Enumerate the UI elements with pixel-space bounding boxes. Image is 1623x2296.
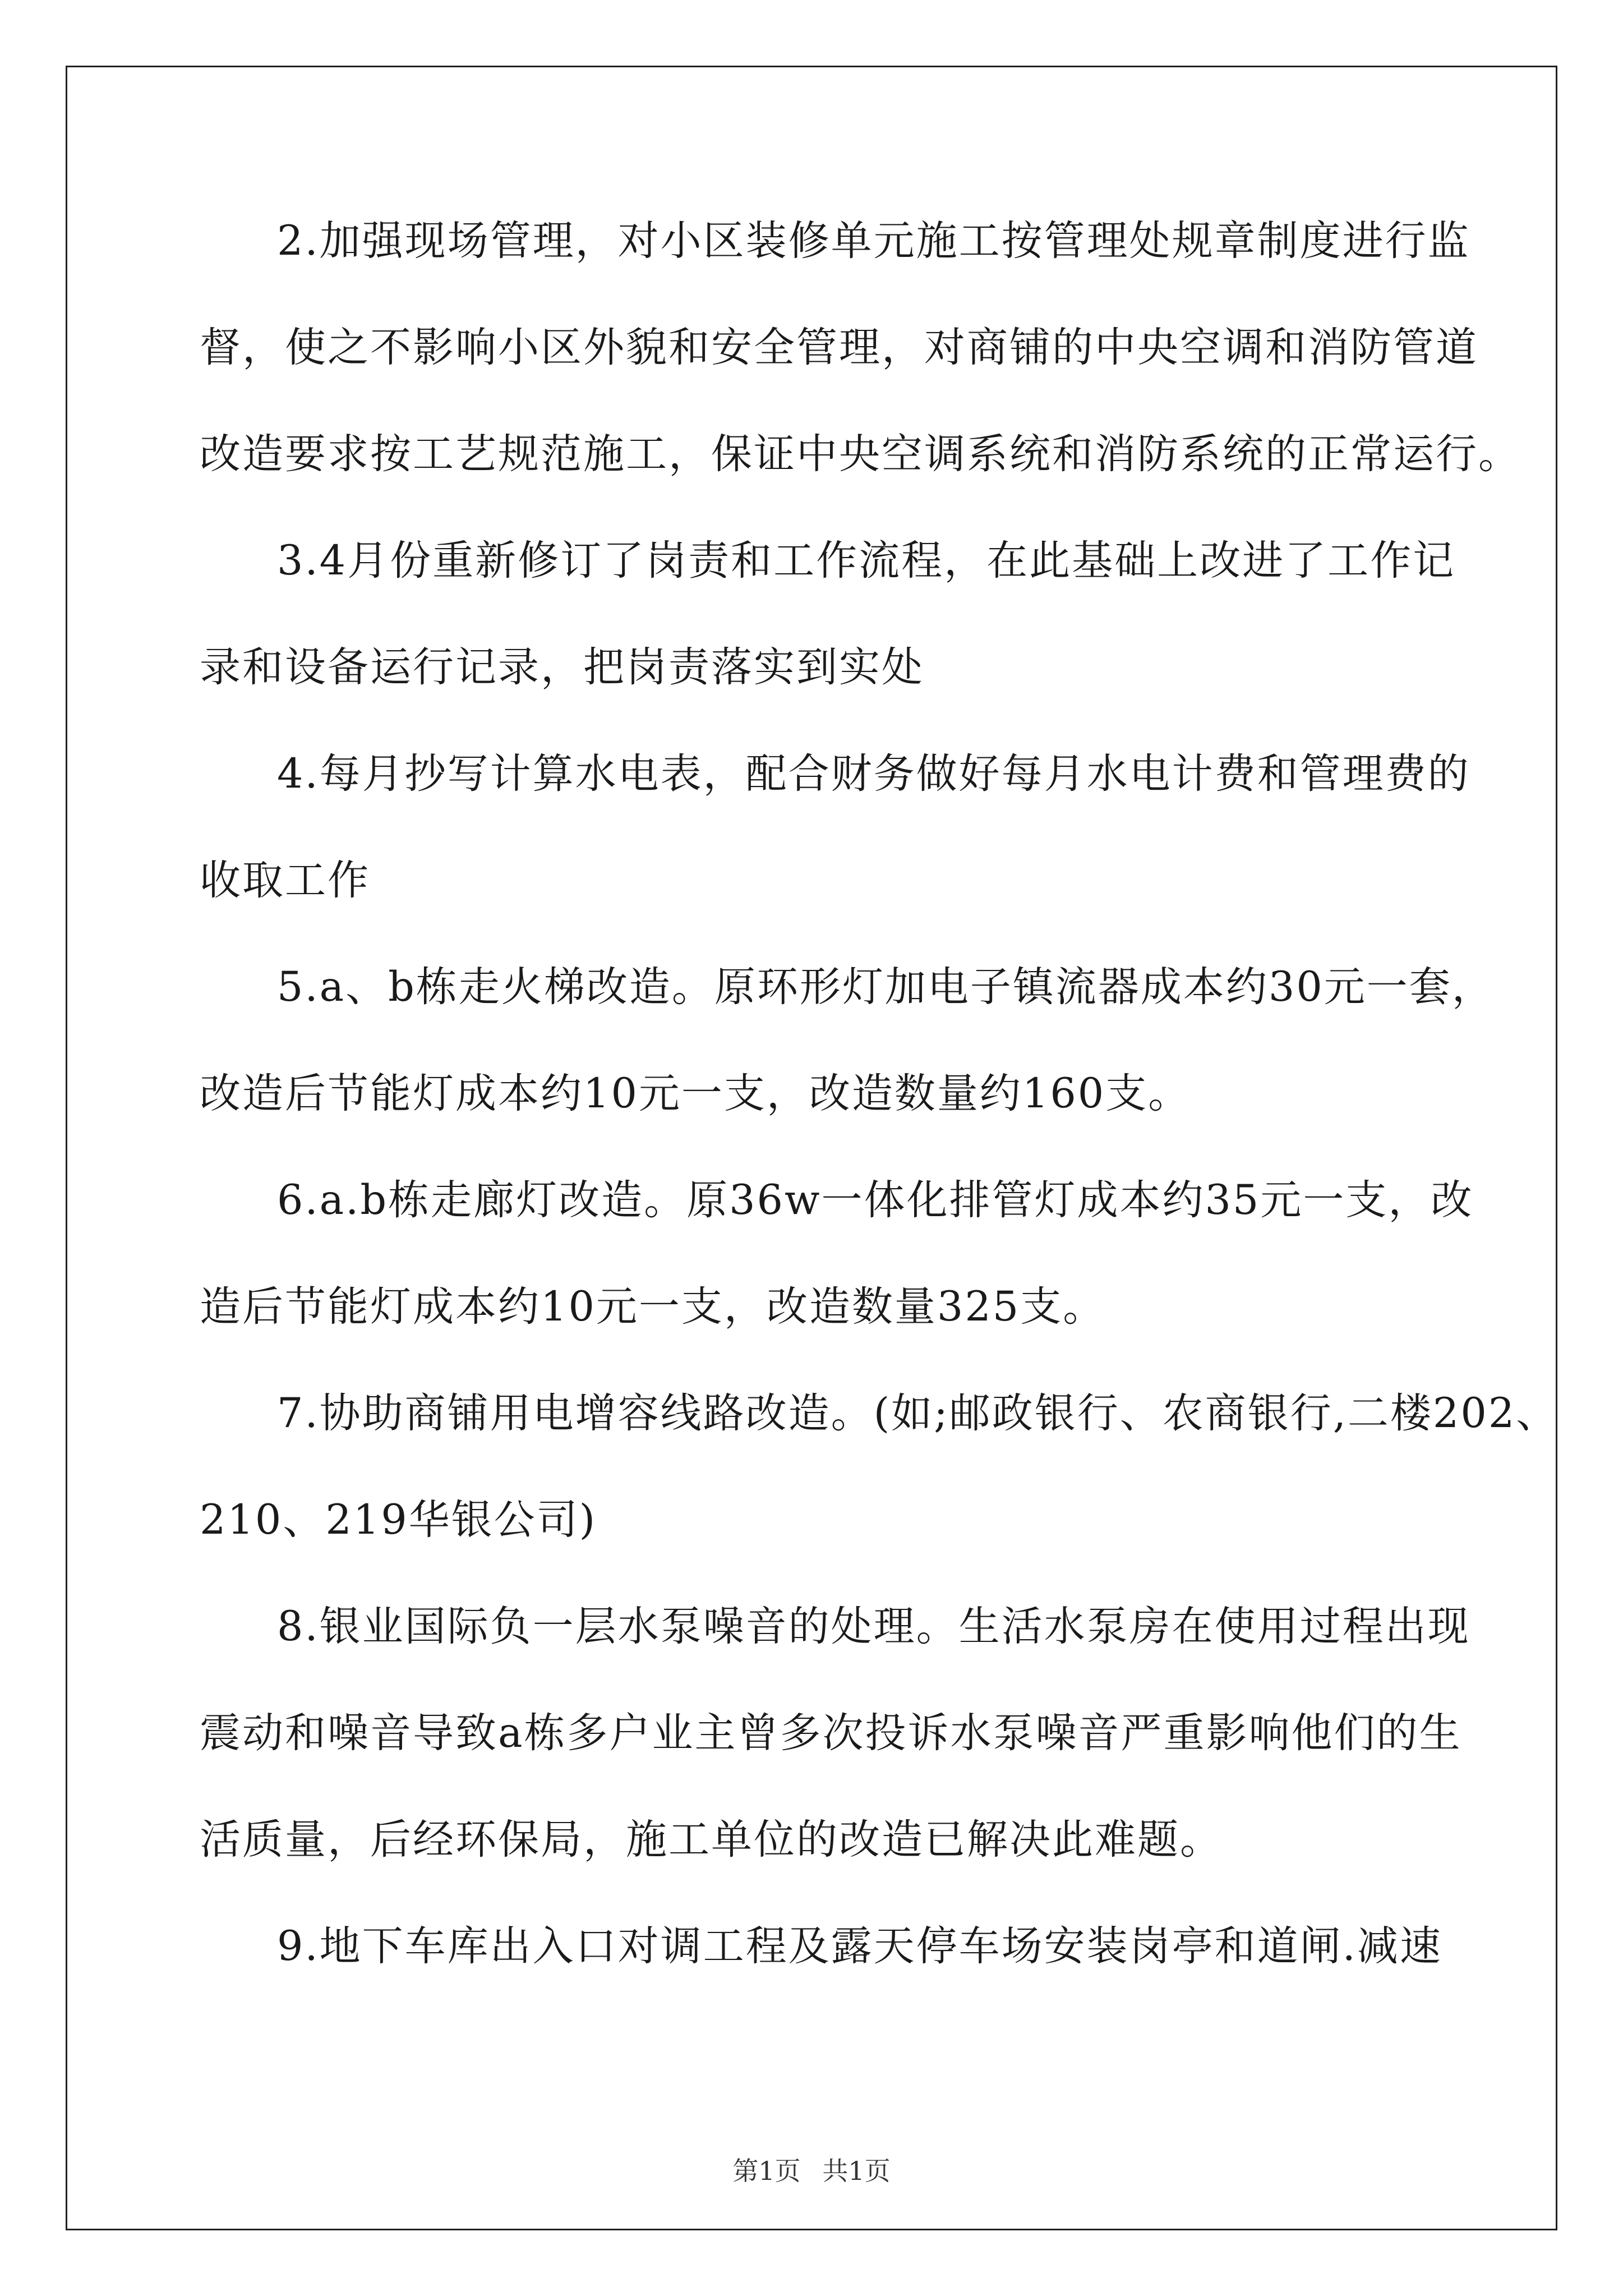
- paragraph-9-line-1: 9.地下车库出入口对调工程及露天停车场安装岗亭和道闸.减速: [277, 1922, 1442, 1970]
- page-number: 第1页: [732, 2156, 801, 2186]
- paragraph-2-line-2: 督，使之不影响小区外貌和安全管理，对商铺的中央空调和消防管道: [200, 324, 1478, 371]
- paragraph-7-line-1: 7.协助商铺用电增容线路改造。(如;邮政银行、农商银行,二楼202、: [277, 1389, 1559, 1437]
- paragraph-6-line-1: 6.a.b栋走廊灯改造。原36w一体化排管灯成本约35元一支，改: [277, 1176, 1474, 1224]
- paragraph-5-line-2: 改造后节能灯成本约10元一支，改造数量约160支。: [200, 1070, 1191, 1117]
- page-border: [66, 66, 1557, 2230]
- paragraph-2-line-1: 2.加强现场管理，对小区装修单元施工按管理处规章制度进行监: [277, 217, 1470, 265]
- page-footer: [0, 2154, 1623, 2188]
- paragraph-5-line-1: 5.a、b栋走火梯改造。原环形灯加电子镇流器成本约30元一套，: [277, 963, 1495, 1011]
- paragraph-8-line-1: 8.银业国际负一层水泵噪音的处理。生活水泵房在使用过程出现: [277, 1603, 1470, 1650]
- paragraph-4-line-1: 4.每月抄写计算水电表，配合财务做好每月水电计费和管理费的: [277, 750, 1470, 798]
- page-total: 共1页: [822, 2156, 891, 2186]
- paragraph-3-line-2: 录和设备运行记录，把岗责落实到实处: [200, 643, 924, 691]
- paragraph-2-line-3: 改造要求按工艺规范施工，保证中央空调系统和消防系统的正常运行。: [200, 430, 1521, 478]
- paragraph-6-line-2: 造后节能灯成本约10元一支，改造数量325支。: [200, 1283, 1106, 1331]
- paragraph-8-line-3: 活质量，后经环保局，施工单位的改造已解决此难题。: [200, 1816, 1223, 1864]
- paragraph-7-line-2: 210、219华银公司): [200, 1496, 597, 1544]
- paragraph-8-line-2: 震动和噪音导致a栋多户业主曾多次投诉水泵噪音严重影响他们的生: [200, 1709, 1462, 1757]
- paragraph-3-line-1: 3.4月份重新修订了岗责和工作流程，在此基础上改进了工作记: [277, 537, 1456, 585]
- paragraph-4-line-2: 收取工作: [200, 857, 370, 904]
